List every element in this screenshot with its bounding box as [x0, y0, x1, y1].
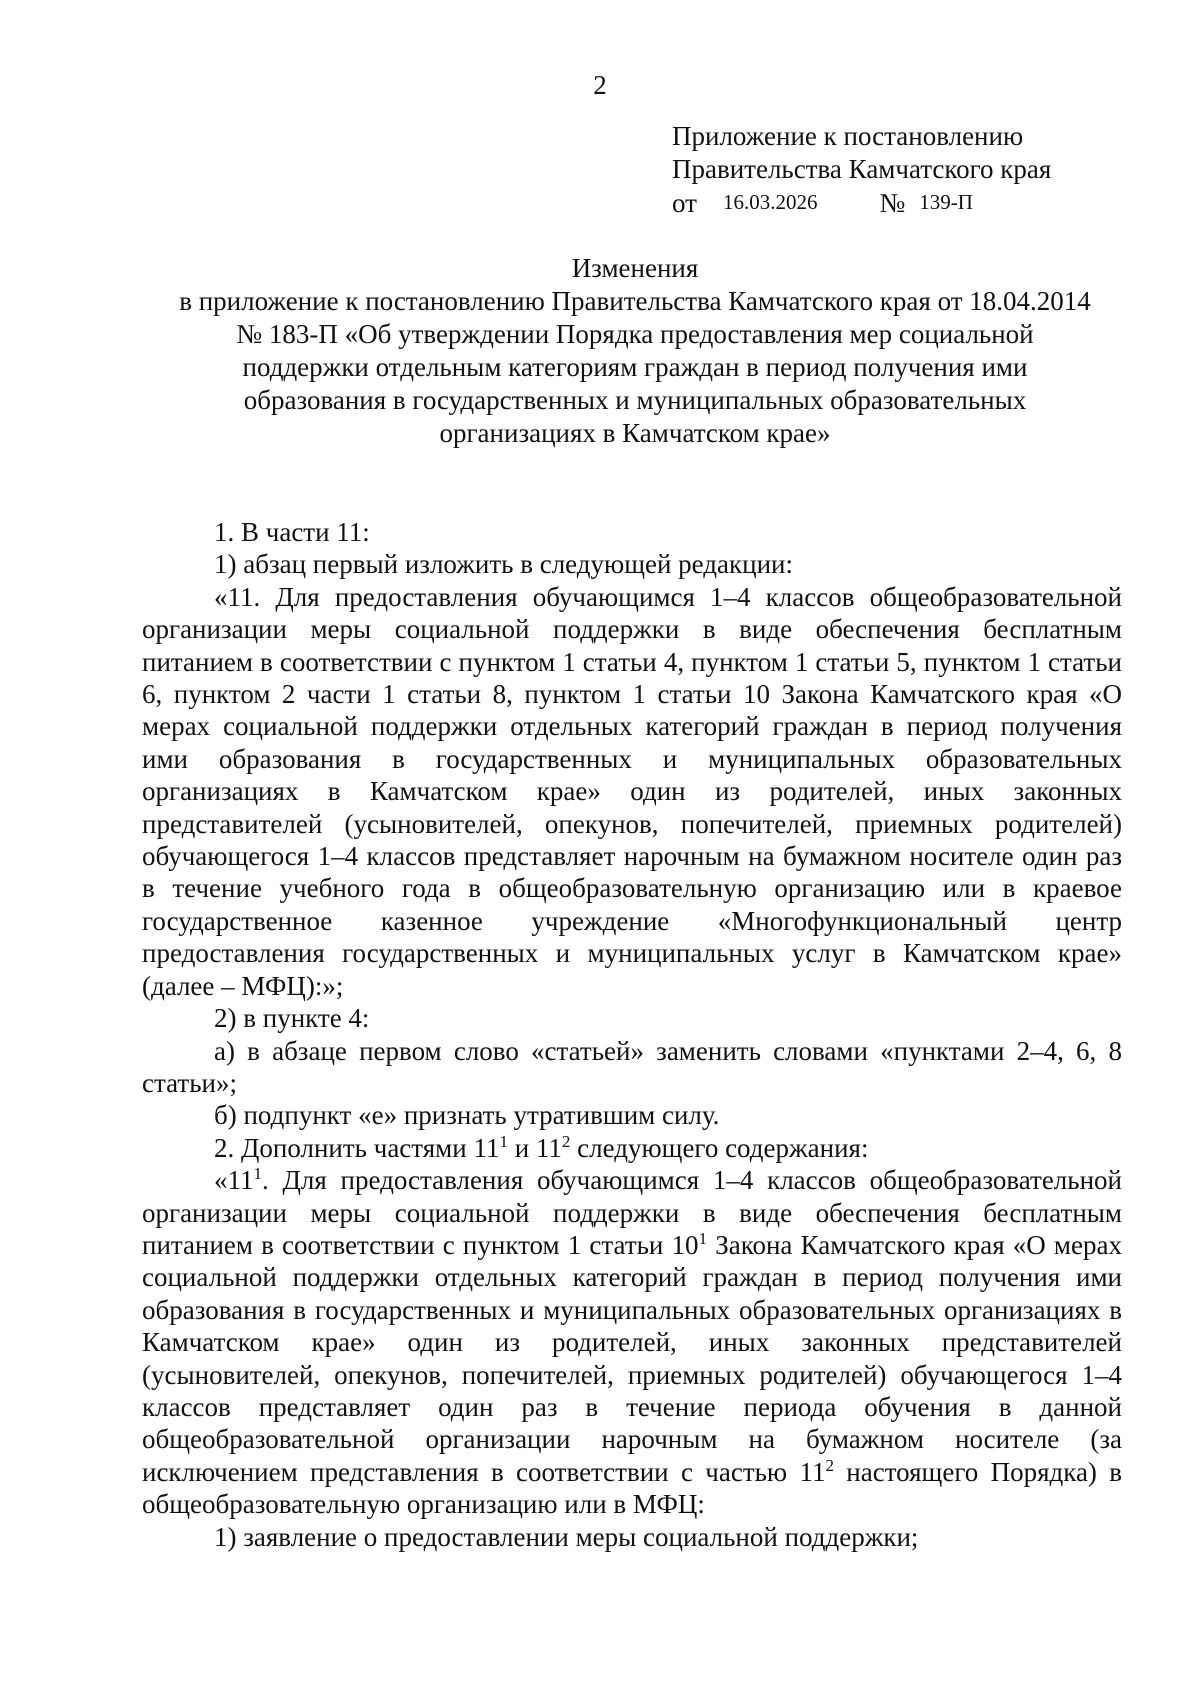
from-label: от — [672, 188, 697, 218]
text-run: и 11 — [507, 1132, 562, 1163]
text-run: . Для предоставления обучающимся 1–4 классов общеобразовательной организации меры социальной поддержки в виде обеспечения бесплатным питанием в соответствии с пунктом 1 статьи 10 — [142, 1165, 1122, 1260]
paragraph: а) в абзаце первом слово «статьей» заменить словами «пунктами 2–4, 6, 8 статьи»; — [142, 1035, 1122, 1098]
document-number: 139-П — [919, 190, 973, 214]
text-run: настоящего Порядка) в общеобразовательную организацию или в МФЦ: — [142, 1456, 1123, 1520]
paragraph — [142, 1164, 1122, 1520]
number-label: № — [879, 188, 906, 218]
document-date: 16.03.2026 — [722, 190, 818, 214]
superscript: 1 — [253, 1164, 262, 1184]
paragraph: 1. В части 11: — [214, 517, 370, 547]
title-line: № 183-П «Об утверждении Порядка предоставления мер социальной — [236, 319, 1034, 349]
document-title — [150, 252, 1120, 450]
appendix-date-line — [672, 186, 1051, 220]
text-run: Закона Камчатского края «О мерах социальной поддержки отдельных категорий граждан в период получения ими образования в государственных и муниципальных образовательных организациях в Камчатском крае» один из родителей, иных законных представителей (усыновителей, опекунов, попечителей, приемных родителей) обучающегося 1–4 классов представляет один раз в течение периода обучения в данной общеобразовательной организации нарочным на бумажном носителе (за исключением представления в соответствии с частью 11 — [142, 1229, 1122, 1487]
title-line: поддержки отдельным категориям граждан в период получения ими — [242, 352, 1028, 382]
title-heading: Изменения — [571, 253, 699, 283]
paragraph: б) подпункт «е» признать утратившим силу. — [214, 1100, 720, 1131]
appendix-header — [672, 120, 1051, 220]
title-line: образования в государственных и муниципальных образовательных — [243, 385, 1027, 415]
superscript: 1 — [499, 1131, 508, 1151]
paragraph: 1) заявление о предоставлении меры социальной поддержки; — [214, 1521, 919, 1552]
text-run: 2. Дополнить частями 11 — [214, 1132, 500, 1163]
title-line: в приложение к постановлению Правительства Камчатского края от 18.04.2014 — [179, 286, 1091, 316]
paragraph — [142, 1132, 1122, 1164]
paragraph: 1) абзац первый изложить в следующей редакции: — [214, 549, 793, 580]
superscript: 1 — [698, 1228, 708, 1248]
text-run: следующего содержания: — [570, 1132, 869, 1163]
appendix-line: Приложение к постановлению — [672, 121, 1024, 151]
page-number: 2 — [593, 70, 607, 100]
paragraph: 2) в пункте 4: — [214, 1003, 370, 1034]
appendix-line: Правительства Камчатского края — [672, 154, 1052, 184]
superscript: 2 — [825, 1455, 834, 1475]
paragraph: «11. Для предоставления обучающимся 1–4 классов общеобразовательной организации меры социальной поддержки в виде обеспечения бесплатным питанием в соответствии с пунктом 1 статьи 4, пунктом 1 статьи 5, пунктом 1 статьи 6, пунктом 2 части 1 статьи 8, пунктом 1 статьи 10 Закона Камчатского края «О мерах социальной поддержки отдельных категорий граждан в период получения ими образования в государственных и муниципальных образовательных организациях в Камчатском крае» один из родителей, иных законных представителей (усыновителей, опекунов, попечителей, приемных родителей) обучающегося 1–4 классов представляет нарочным на бумажном носителе один раз в течение учебного года в общеобразовательную организацию или в краевое государственное казенное учреждение «Многофункциональный центр предоставления государственных и муниципальных услуг в Камчатском крае» (далее – МФЦ):»; — [142, 581, 1122, 1001]
text-run: «11 — [214, 1165, 254, 1196]
superscript: 2 — [561, 1131, 571, 1151]
title-line: организациях в Камчатском крае» — [439, 418, 831, 448]
document-body — [142, 516, 1122, 1553]
